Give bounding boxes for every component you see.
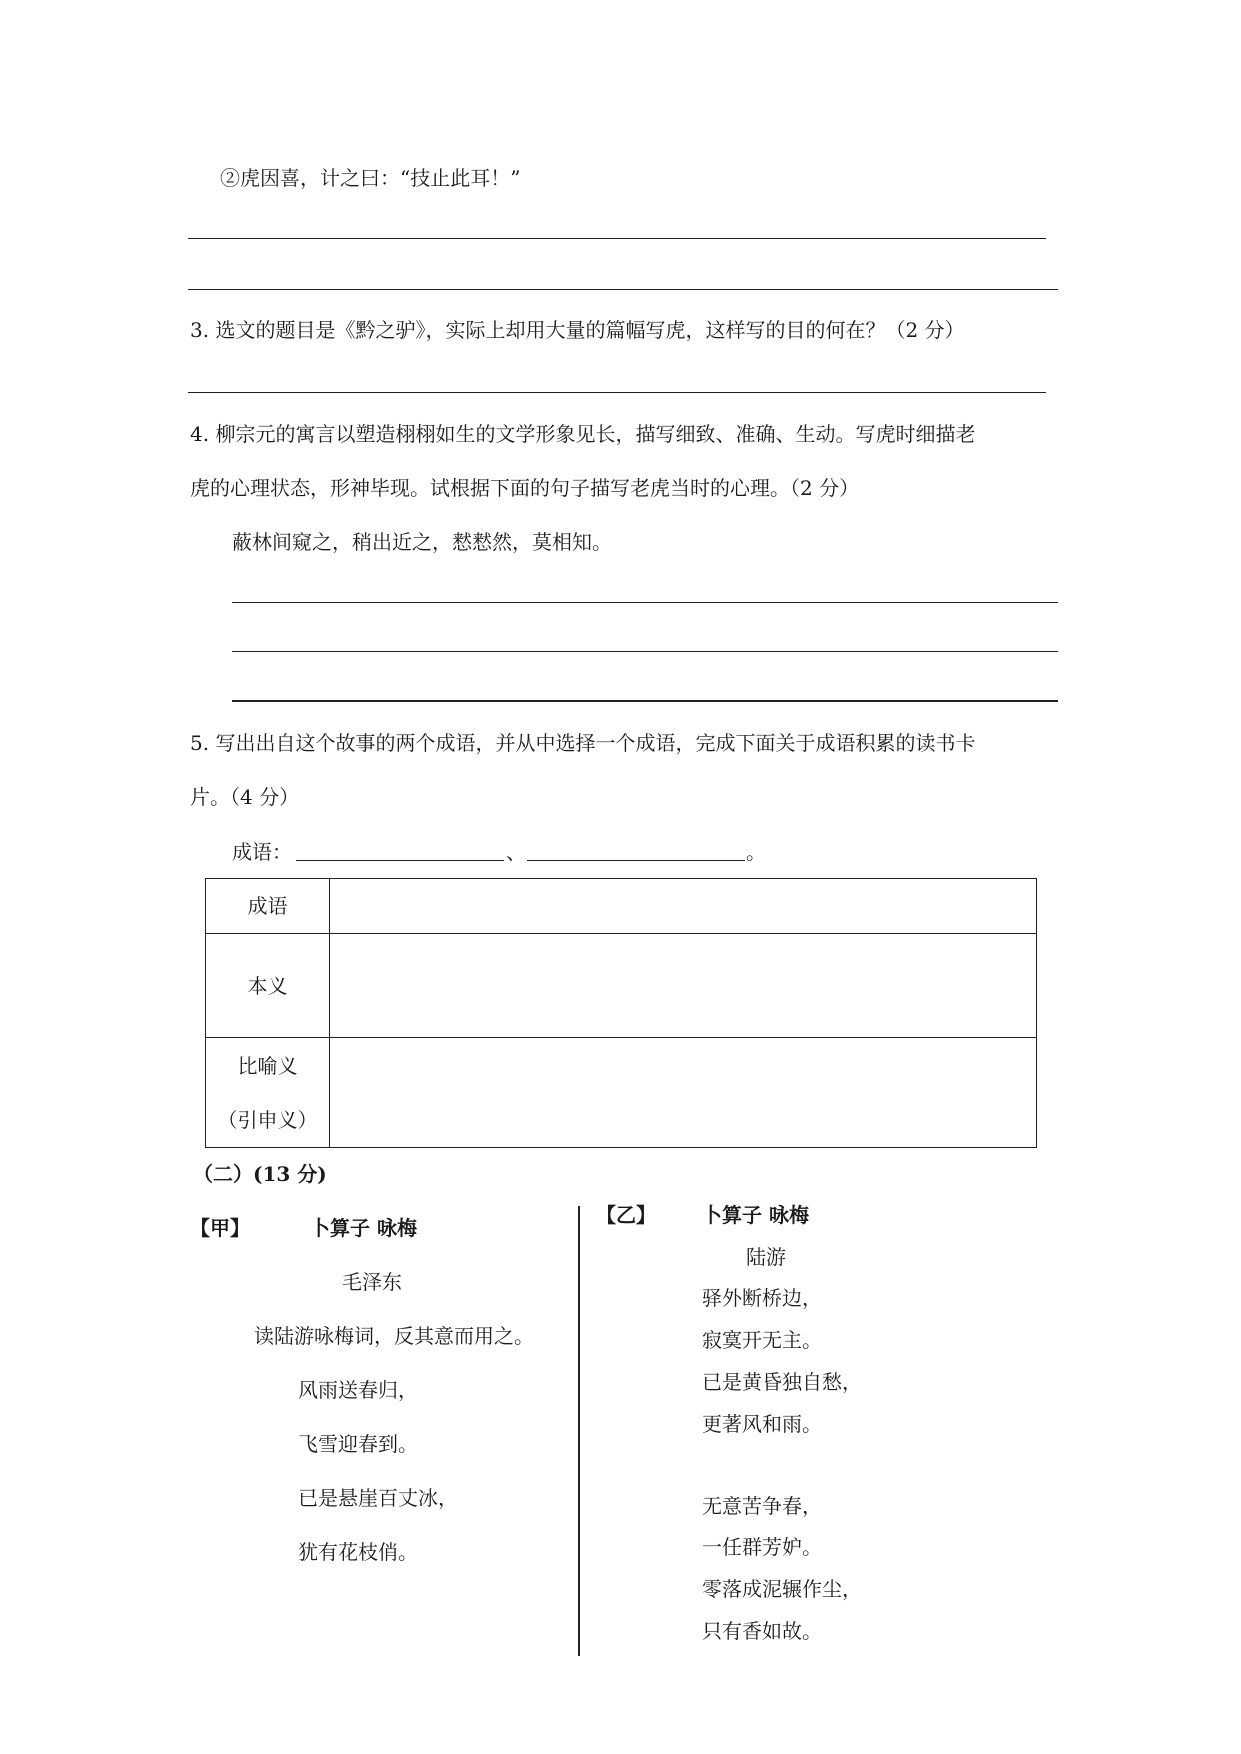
question-4-quote: 蔽林间窥之，稍出近之，慭慭然，莫相知。 [232, 530, 612, 554]
poem-b-line: 驿外断桥边， [702, 1286, 822, 1310]
poem-b-line: 寂寞开无主。 [702, 1328, 822, 1352]
idiom-separator: 、 [506, 840, 526, 864]
card-label-figurative [206, 1038, 330, 1148]
card-field-literal[interactable] [330, 934, 1037, 1038]
poem-b-title: 卜算子 咏梅 [702, 1203, 809, 1227]
answer-line-q2-2[interactable] [188, 289, 1058, 290]
poem-a-preface: 读陆游咏梅词，反其意而用之。 [254, 1324, 534, 1348]
answer-line-q4-1[interactable] [232, 602, 1058, 603]
card-field-idiom[interactable] [330, 879, 1037, 934]
idiom-reading-card [205, 878, 1037, 1148]
q2-item-2: ②虎因喜，计之曰：“技止此耳！” [220, 166, 521, 190]
poem-b-line: 一任群芳妒。 [702, 1535, 822, 1559]
section-2-title: （二）(13 分) [193, 1162, 327, 1186]
answer-line-q4-2[interactable] [232, 651, 1058, 652]
poem-a-line: 风雨送春归， [298, 1378, 418, 1402]
poem-b-line: 已是黄昏独自愁， [702, 1370, 862, 1394]
poem-a-line: 已是悬崖百丈冰， [298, 1486, 458, 1510]
poem-a-line: 犹有花枝俏。 [298, 1540, 418, 1564]
poem-b-line: 更著风和雨。 [702, 1412, 822, 1436]
card-field-figurative[interactable] [330, 1038, 1037, 1148]
question-3: 3. 选文的题目是《黔之驴》，实际上却用大量的篇幅写虎，这样写的目的何在？（2 分） [190, 318, 965, 342]
poem-a-title: 卜算子 咏梅 [310, 1216, 417, 1240]
question-5-line-2: 片。（4 分） [190, 785, 300, 809]
question-5-line-1: 5. 写出出自这个故事的两个成语，并从中选择一个成语，完成下面关于成语积累的读书卡 [190, 731, 976, 755]
poem-b-author: 陆游 [746, 1245, 786, 1269]
poem-a-line: 飞雪迎春到。 [298, 1432, 418, 1456]
idiom-prompt-label: 成语： [232, 840, 292, 864]
poem-a-tag: 【甲】 [190, 1216, 250, 1240]
poem-b-line: 只有香如故。 [702, 1619, 822, 1643]
answer-line-q2-1[interactable] [188, 238, 1046, 239]
card-label-figurative-2: （引申义） [217, 1107, 318, 1132]
card-label-figurative-1: 比喻义 [237, 1053, 298, 1078]
poem-b-line: 无意苦争春， [702, 1494, 822, 1518]
question-4-line-2: 虎的心理状态，形神毕现。试根据下面的句子描写老虎当时的心理。（2 分） [190, 476, 860, 500]
poem-b-tag: 【乙】 [596, 1203, 656, 1227]
poem-a-author: 毛泽东 [342, 1270, 402, 1294]
poem-b-line: 零落成泥辗作尘， [702, 1577, 862, 1601]
answer-line-q4-3[interactable] [232, 700, 1058, 702]
idiom-blank-2[interactable] [527, 860, 745, 861]
card-label-literal: 本义 [206, 934, 330, 1038]
answer-line-q3[interactable] [188, 392, 1046, 393]
idiom-end: 。 [746, 840, 766, 864]
question-4-line-1: 4. 柳宗元的寓言以塑造栩栩如生的文学形象见长，描写细致、准确、生动。写虎时细描老 [190, 422, 976, 446]
poem-divider [578, 1206, 580, 1656]
idiom-blank-1[interactable] [296, 860, 504, 861]
card-label-idiom: 成语 [206, 879, 330, 934]
